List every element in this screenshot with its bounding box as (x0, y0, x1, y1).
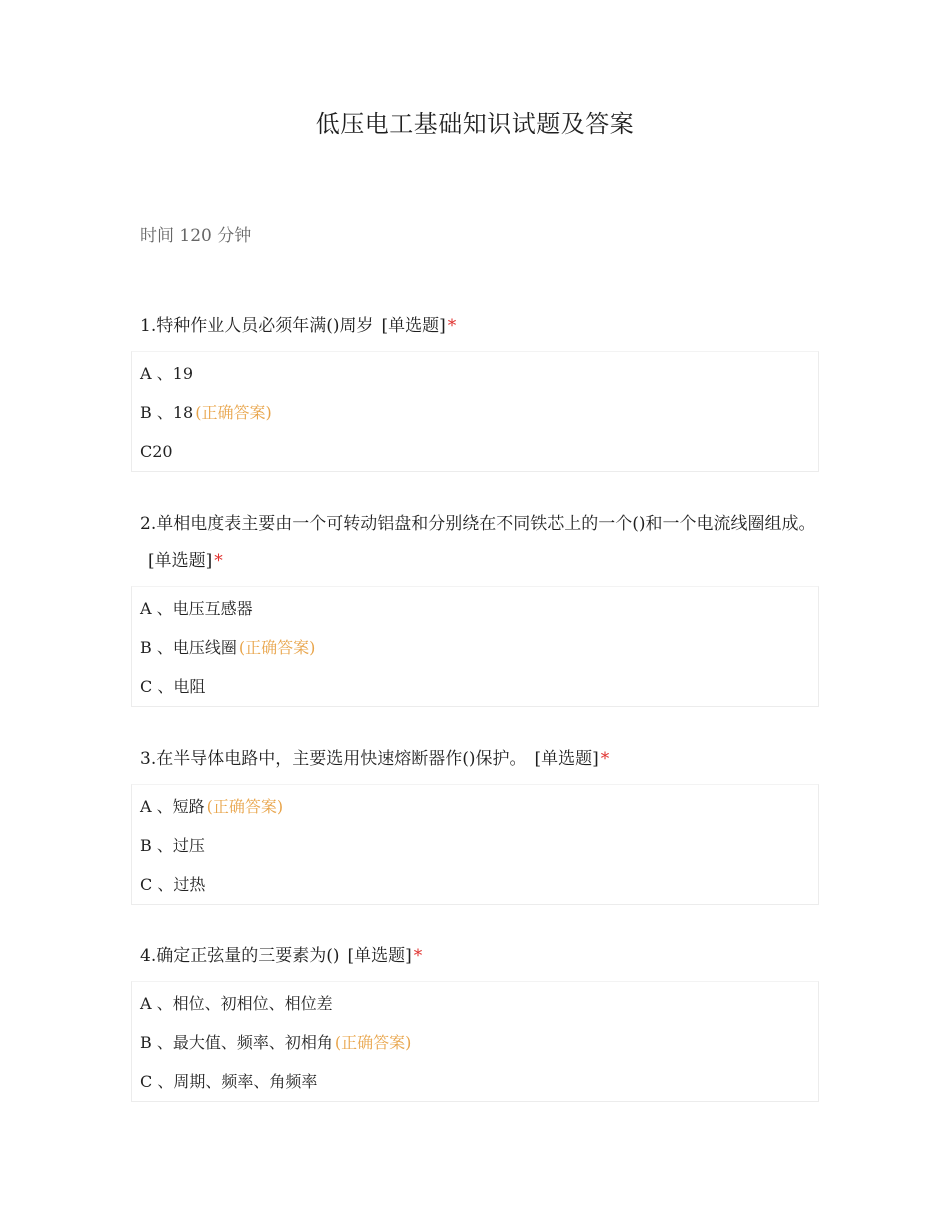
correct-answer-tag: (正确答案) (334, 1033, 412, 1052)
correct-answer-tag: (正确答案) (195, 403, 272, 422)
correct-answer-tag: (正确答案) (206, 797, 284, 816)
option-text: B 、过压 (140, 836, 205, 855)
option-text: B 、电压线圈 (140, 638, 237, 657)
question-text: 1.特种作业人员必须年满()周岁 (140, 316, 374, 336)
option-a[interactable] (132, 589, 818, 628)
option-text: C20 (140, 442, 173, 461)
option-b[interactable] (132, 1023, 818, 1062)
option-c[interactable] (132, 1062, 818, 1101)
question-text: 2.单相电度表主要由一个可转动铝盘和分别绕在不同铁芯上的一个()和一个电流线圈组成。 (140, 514, 816, 534)
question-text: 3.在半导体电路中，主要选用快速熔断器作()保护。 (140, 749, 527, 769)
options-list (131, 784, 819, 905)
question-block (131, 506, 819, 707)
time-limit: 时间 120 分钟 (140, 226, 252, 246)
question-type: [单选题] (148, 551, 213, 571)
option-text: A 、相位、初相位、相位差 (140, 994, 333, 1013)
option-text: C 、周期、频率、角频率 (140, 1072, 318, 1091)
question-type: [单选题] (381, 316, 446, 336)
required-mark: * (214, 551, 223, 571)
option-a[interactable] (132, 354, 818, 393)
required-mark: * (447, 316, 457, 336)
question-block (131, 938, 819, 1102)
question-block (131, 308, 819, 472)
option-b[interactable] (132, 826, 818, 865)
options-list (131, 981, 819, 1102)
options-list (131, 586, 819, 707)
option-a[interactable] (132, 787, 818, 826)
options-list (131, 351, 819, 472)
question-stem (131, 741, 819, 778)
option-c[interactable] (132, 865, 818, 904)
option-text: A 、电压互感器 (140, 599, 253, 618)
question-stem (131, 506, 819, 580)
required-mark: * (600, 749, 610, 769)
option-a[interactable] (132, 984, 818, 1023)
question-type: [单选题] (534, 749, 599, 769)
option-c[interactable] (132, 432, 818, 471)
page-title: 低压电工基础知识试题及答案 (315, 110, 635, 138)
option-c[interactable] (132, 667, 818, 706)
correct-answer-tag: (正确答案) (238, 638, 316, 657)
question-stem (131, 938, 819, 975)
option-text: A 、短路 (140, 797, 205, 816)
option-text: A 、19 (140, 364, 194, 383)
option-text: B 、18 (140, 403, 194, 422)
option-b[interactable] (132, 628, 818, 667)
question-text: 4.确定正弦量的三要素为() (140, 946, 340, 966)
question-type: [单选题] (347, 946, 412, 966)
option-text: B 、最大值、频率、初相角 (140, 1033, 333, 1052)
option-text: C 、过热 (140, 875, 206, 894)
question-stem (131, 308, 819, 345)
question-block (131, 741, 819, 905)
required-mark: * (413, 946, 423, 966)
option-b[interactable] (132, 393, 818, 432)
option-text: C 、电阻 (140, 677, 206, 696)
